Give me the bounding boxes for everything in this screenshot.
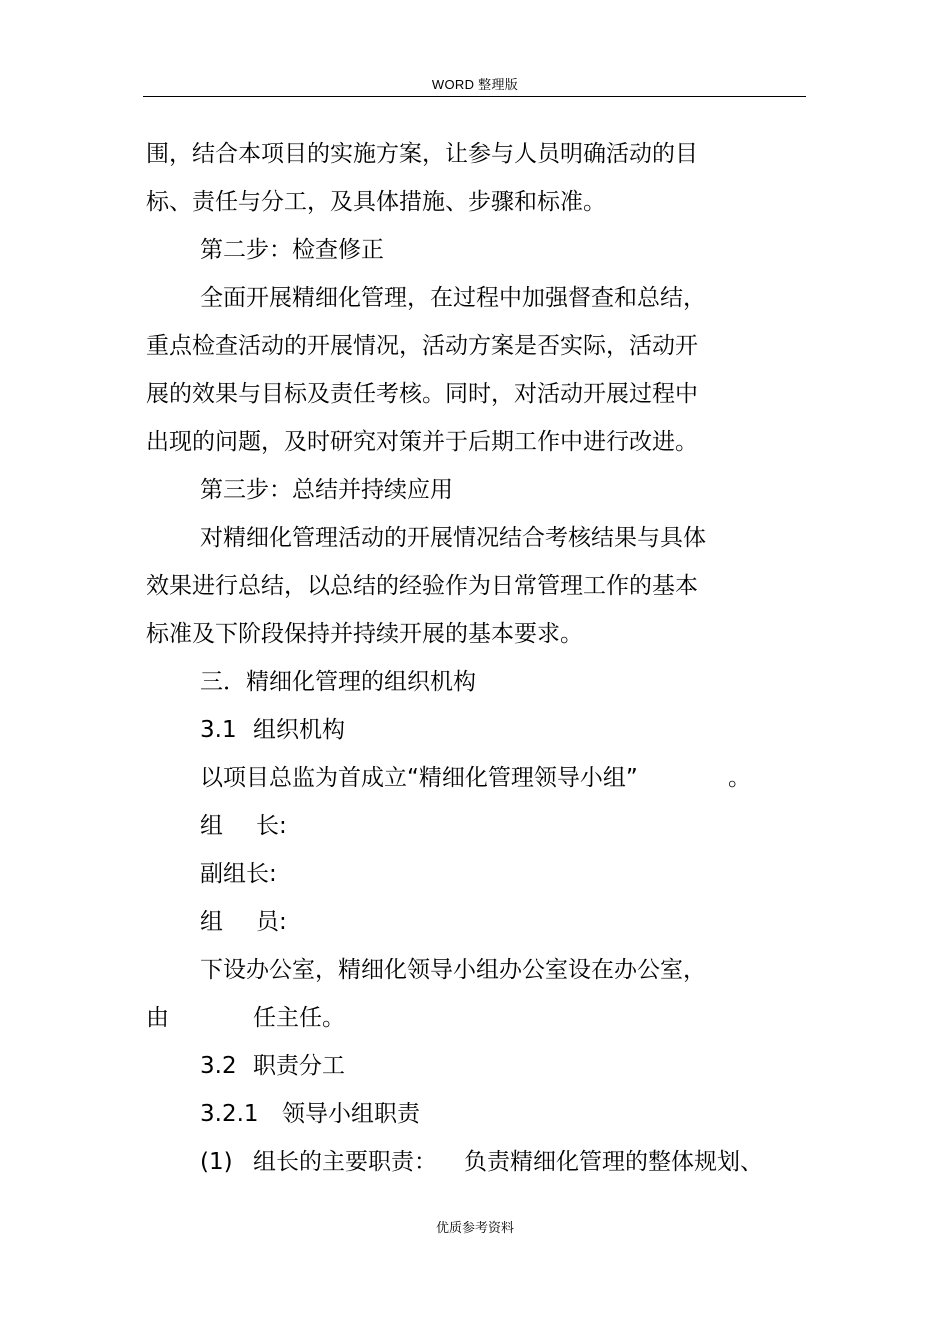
body-line-4: 全面开展精细化管理，在过程中加强督查和总结， [200,285,706,311]
body-line-7: 出现的问题，及时研究对策并于后期工作中进行改进。 [146,429,698,455]
item-1-text: 负责精细化管理的整体规划、 [464,1149,763,1175]
section-3-2-number: 3.2 [200,1053,237,1079]
member-label-part1: 组 [200,909,223,935]
body-line-19-part1: 由 [146,1005,169,1031]
section-3-2-1-title: 领导小组职责 [282,1101,420,1127]
step-three-heading: 第三步：总结并持续应用 [200,477,453,503]
deputy-leader-label: 副组长: [200,861,277,887]
page-header: WORD 整理版 [431,77,519,92]
body-line-11: 标准及下阶段保持并持续开展的基本要求。 [146,621,583,647]
body-line-5: 重点检查活动的开展情况，活动方案是否实际，活动开 [146,333,698,359]
page-footer: 优质参考资料 [435,1221,514,1236]
body-line-10: 效果进行总结，以总结的经验作为日常管理工作的基本 [146,573,698,599]
leader-label-part2: 长: [256,813,287,839]
section-3-1-number: 3.1 [200,717,237,743]
step-two-heading: 第二步：检查修正 [200,237,384,263]
item-1-label: 组长的主要职责： [253,1149,437,1175]
member-label-part2: 员: [256,909,287,935]
section-three-heading: 三．精细化管理的组织机构 [200,669,476,695]
body-line-19-part2: 任主任。 [253,1005,345,1031]
header-divider [143,96,806,97]
item-1-number: (1) [200,1149,233,1175]
section-3-2-title: 职责分工 [253,1053,345,1079]
leader-label-part1: 组 [200,813,223,839]
section-3-1-title: 组织机构 [253,717,345,743]
body-line-14: 以项目总监为首成立“精细化管理领导小组” [200,765,638,791]
section-3-2-1-number: 3.2.1 [200,1101,259,1127]
body-line-1: 围，结合本项目的实施方案，让参与人员明确活动的目 [146,141,698,167]
body-line-6: 展的效果与目标及责任考核。同时，对活动开展过程中 [146,381,698,407]
body-line-9: 对精细化管理活动的开展情况结合考核结果与具体 [200,525,706,551]
body-line-2: 标、责任与分工，及具体措施、步骤和标准。 [146,189,606,215]
body-line-14-end: 。 [728,765,751,791]
body-line-18: 下设办公室，精细化领导小组办公室设在办公室， [200,957,706,983]
